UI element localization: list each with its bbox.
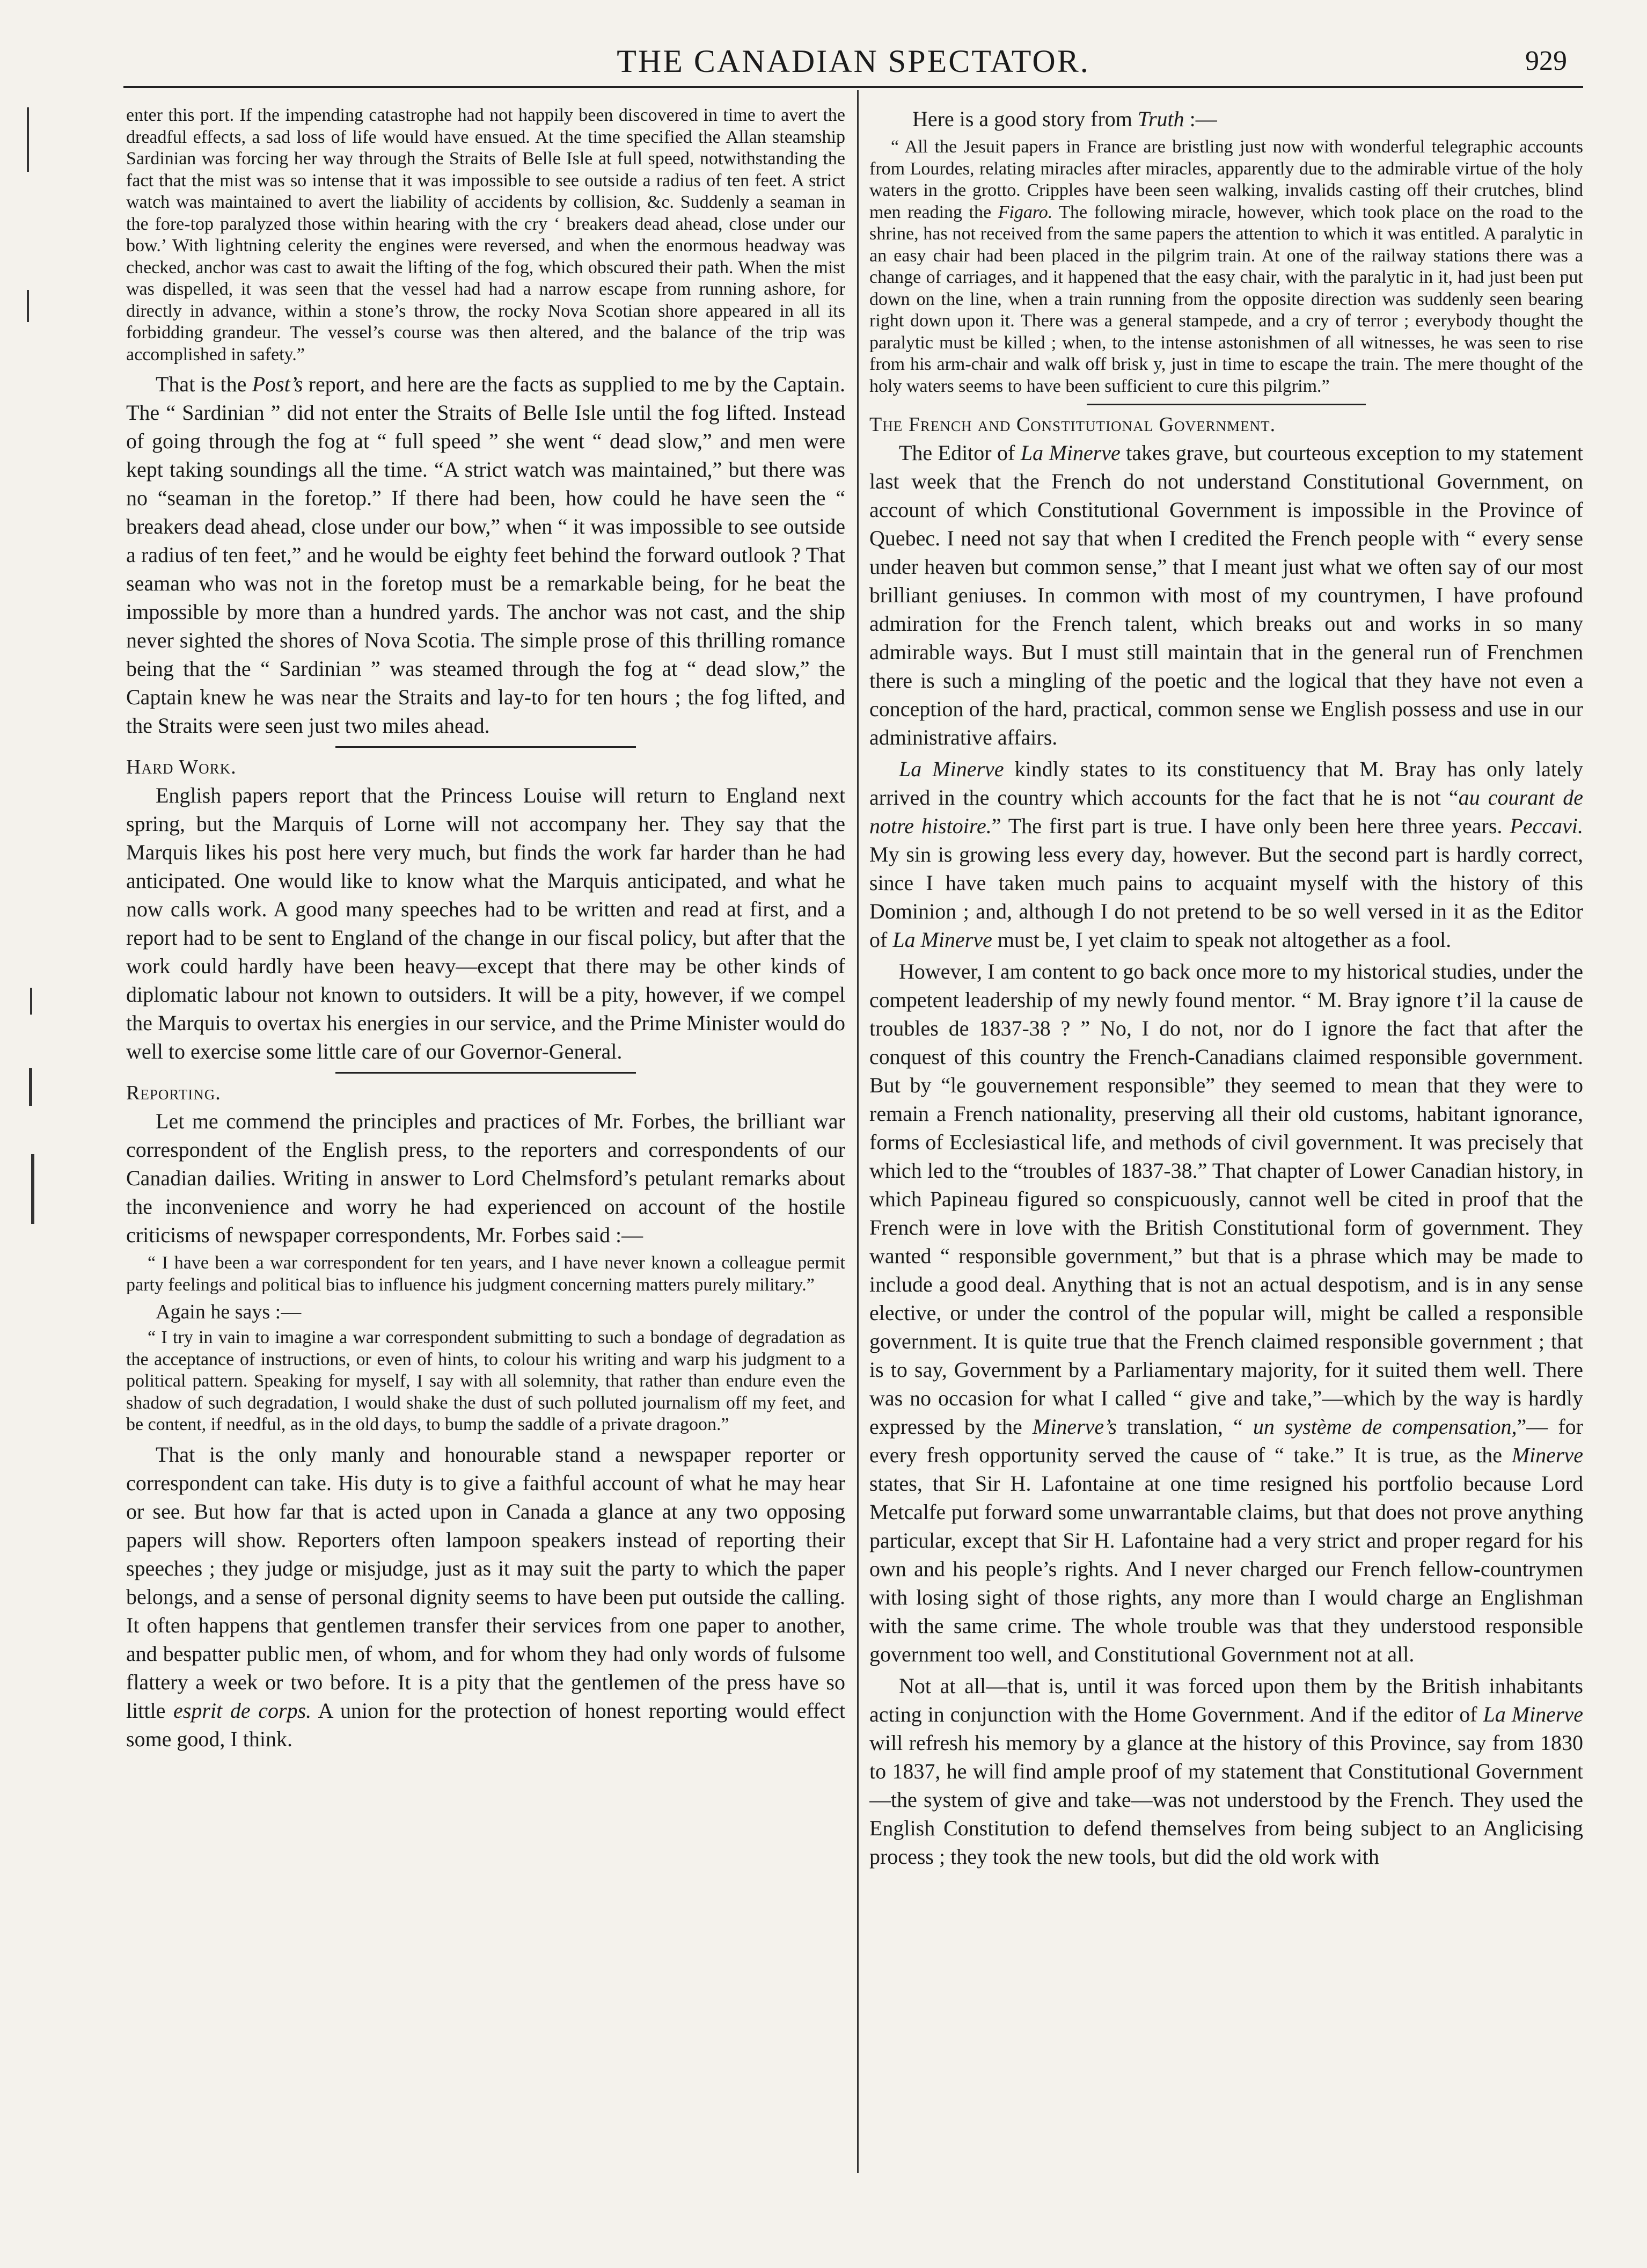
lourdes-quote: “ All the Jesuit papers in France are bristling just now with wonderful telegraphic accounts from Lourdes, relating miracles after miracles, apparently due to the admirable virtue of the holy waters in the grotto. Cripples have been seen walking, invalids casting off their crutches, blind men reading the Figaro. The following miracle, however, which took place on the road to the shrine, has not received from the same papers the attention to which it was entitled. A paralytic in an easy chair had been placed in the pilgrim train. At one of the railway stations there was a change of carriages, and it happened that the easy chair, with the paralytic in it, had just been put down on the line, when a train running from the opposite direction was suddenly seen bearing right down upon it. There was a general stampede, and a cry of terror ; everybody thought the paralytic must be killed ; when, to the intense astonishmen of all witnesses, he was seen to rise from his arm-chair and walk off brisk y, just in time to escape the train. The mere thought of the holy waters seems to have been sufficient to cure this pilgrim.” — [869, 137, 1583, 396]
hard-work-paragraph: English papers report that the Princess Louise will return to England next spring, but the Marquis of Lorne will not accompany her. They say that the Marquis likes his post here very much, but finds the work far harder than he had anticipated. One would like to know what the Marquis anticipated, and what he now calls work. A good many speeches had to be written and read at first, and a report had to be sent to England of the change in our fiscal policy, but after that the work could hardly have been heavy—except that there may be other kinds of diplomatic labour not known to outsiders. It will be a pity, however, if we compel the Marquis to overtax his energies in our service, and the Prime Minister would do well to exercise some little care of our Governor-General. — [126, 783, 845, 1063]
forbes-quote-2: “ I try in vain to imagine a war correspondent submitting to such a bondage of degradation as the acceptance of instructions, or even of hints, to colour his writing and warp his judgment to a political pattern. Speaking for myself, I say with all solemnity, that rather than endure even the shadow of such degradation, I would shake the dust of such polluted journalism off my feet, and be content, if needful, as in the old days, to bump the saddle of a private dragoon.” — [126, 1328, 845, 1434]
section-separator — [1087, 404, 1366, 405]
heading-reporting: Reporting. — [126, 1082, 221, 1104]
header-rule — [123, 86, 1583, 88]
section-separator — [335, 746, 636, 748]
minerve-paragraph-1: The Editor of La Minerve takes grave, but courteous exception to my statement last week that the French do not understand Constitutional Government, on account of which Constitutional Government is impossible in the Province of Quebec. I need not say that when I credited the French people with “ every sense under heaven but common sense,” that I meant just what we often say of our most brilliant geniuses. In common with most of my countrymen, I have profound admiration for the French talent, which breaks out and works in so many admirable ways. But I must still maintain that in the general run of Frenchmen there is such a mingling of the poetic and the logical that they have not even a conception of the hard, practical, common sense we English possess and use in our administrative affairs. — [869, 441, 1583, 749]
minerve-paragraph-2: La Minerve kindly states to its constituency that M. Bray has only lately arrived in the country which accounts for the fact that he is not “au courant de notre histoire.” The first part is true. I have only been here three years. Peccavi. My sin is growing less every day, however. But the second part is hardly correct, since I have taken much pains to acquaint myself with the history of this Dominion ; and, although I do not pretend to be so well versed in it as the Editor of La Minerve must be, I yet claim to speak not altogether as a fool. — [869, 757, 1583, 952]
right-column — [869, 105, 1583, 2193]
post-report-paragraph: That is the Post’s report, and here are the facts as supplied to me by the Captain. The “ Sardinian ” did not enter the Straits of Belle Isle until the fog lifted. Instead of going through the fog at “ full speed ” she went “ dead slow,” and men were kept taking soundings all the time. “A strict watch was maintained,” but there was no “seaman in the foretop.” If there had been, how could he have seen the “ breakers dead ahead, close under our bow,” when “ it was impossible to see outside a radius of ten feet,” and he would be eighty feet behind the forward outlook ? That seaman who was not in the foretop must be a remarkable being, for he beat the impossible by more than a hundred yards. The anchor was not cast, and the ship never sighted the shores of Nova Scotia. The simple prose of this thrilling romance being that the “ Sardinian ” was steamed through the fog at “ dead slow,” the Captain knew he was near the Straits and lay-to for ten hours ; the fog lifted, and the Straits were seen just two miles ahead. — [126, 372, 845, 738]
column-divider — [857, 90, 859, 2173]
historical-studies-paragraph: However, I am content to go back once more to my historical studies, under the competent leadership of my newly found mentor. “ M. Bray ignore t’il la cause de troubles de 1837-38 ? ” No, I do not, nor do I ignore the fact that after the conquest of this country the French-Canadians claimed responsible government. But by “le gouvernement responsible” they seemed to mean that they were to remain a French nationality, preserving all their old customs, habitant ignorance, forms of Ecclesiastical life, and methods of civil government. It was precisely that which led to the “troubles of 1837-38.” That chapter of Lower Canadian history, in which Papineau figured so conspicuously, cannot well be cited in proof that the French were in love with the British Constitutional form of government. They wanted “ responsible government,” but that is a phrase which may be made to include a good deal. Anything that is not an actual despotism, and is in any sense elective, or under the control of the popular will, might be called a responsible government. It is quite true that the French claimed responsible government ; that is to say, Government by a Parliamentary majority, for it suited them well. There was no occasion for what I called “ give and take,”—which by the way is hardly expressed by the Minerve’s translation, “ un système de compensation,”— for every fresh opportunity served the cause of “ take.” It is true, as the Minerve states, that Sir H. Lafontaine at one time resigned his portfolio because Lord Metcalfe put forward some unwarrantable claims, but that does not prove anything particular, except that Sir H. Lafontaine had a very strict and proper regard for his own and his people’s rights. And I never charged our French fellow-countrymen with losing sight of those rights, any more than I would charge an Englishman with the same crime. The whole trouble was that they understood responsible government too well, and Constitutional Government not at all. — [869, 959, 1583, 1666]
reporting-conclusion-paragraph: That is the only manly and honourable stand a newspaper reporter or correspondent can take. His duty is to give a faithful account of what he may hear or see. But how far that is acted upon in Canada a glance at any two opposing papers will show. Reporters often lampoon speakers instead of reporting their speeches ; they judge or misjudge, just as it may suit the party to which the paper belongs, and a sense of personal dignity seems to have been put outside the calling. It often happens that gentlemen transfer their services from one paper to another, and bespatter public men, of whom, and for whom they had only words of fulsome flattery a week or two before. It is a pity that the gentlemen of the press have so little esprit de corps. A union for the protection of honest reporting would effect some good, I think. — [126, 1442, 845, 1751]
again-he-says: Again he says :— — [156, 1301, 302, 1323]
page-header — [123, 38, 1583, 86]
continued-article-text: enter this port. If the impending catastrophe had not happily been discovered in time to avert the dreadful effects, a sad loss of life would have ensued. At the time specified the Allan steamship Sardinian was forcing her way through the Straits of Belle Isle at full speed, notwithstanding the fact that the mist was so intense that it was impossible to see outside a radius of ten feet. A strict watch was maintained to avert the liability of accidents by collision, &c. Suddenly a seaman in the fore-top paralyzed those within hearing with the cry ‘ breakers dead ahead, close under our bow.’ With lightning celerity the engines were reversed, and when the enormous headway was checked, anchor was cast to await the lifting of the fog, which obscured their path. When the mist was dispelled, it was seen that the vessel had had a narrow escape from running ashore, for directly in advance, within a stone’s throw, the rocky Nova Scotian shore appeared in all its forbidding grandeur. The vessel’s course was then altered, and the balance of the trip was accomplished in safety.” — [126, 105, 845, 364]
publication-title: THE CANADIAN SPECTATOR. — [617, 43, 1090, 79]
heading-french-constitutional: The French and Constitutional Government. — [869, 413, 1276, 436]
heading-hard-work: Hard Work. — [126, 756, 237, 778]
forbes-quote-1: “ I have been a war correspondent for ten years, and I have never known a colleague permit party feelings and political bias to influence his judgment concerning matters purely military.” — [126, 1253, 845, 1295]
section-separator — [335, 1072, 636, 1074]
reporting-paragraph: Let me commend the principles and practices of Mr. Forbes, the brilliant war correspondent of the English press, to the reporters and correspondents of our Canadian dailies. Writing in answer to Lord Chelmsford’s petulant remarks about the inconvenience and worry he had experienced on account of the hostile criticisms of newspaper correspondents, Mr. Forbes said :— — [126, 1109, 845, 1247]
truth-intro: Here is a good story from Truth :— — [912, 107, 1217, 131]
margin-marks — [11, 107, 43, 1718]
left-column — [126, 105, 845, 2193]
page-number: 929 — [1525, 46, 1567, 76]
not-at-all-paragraph: Not at all—that is, until it was forced upon them by the British inhabitants acting in conjunction with the Home Government. And if the editor of La Minerve will refresh his memory by a glance at the history of this Province, say from 1830 to 1837, he will find ample proof of my statement that Constitutional Government—the system of give and take—was not understood by the French. They used the English Constitution to defend themselves from being subject to an Anglicising process ; they took the new tools, but did the old work with — [869, 1674, 1583, 1869]
